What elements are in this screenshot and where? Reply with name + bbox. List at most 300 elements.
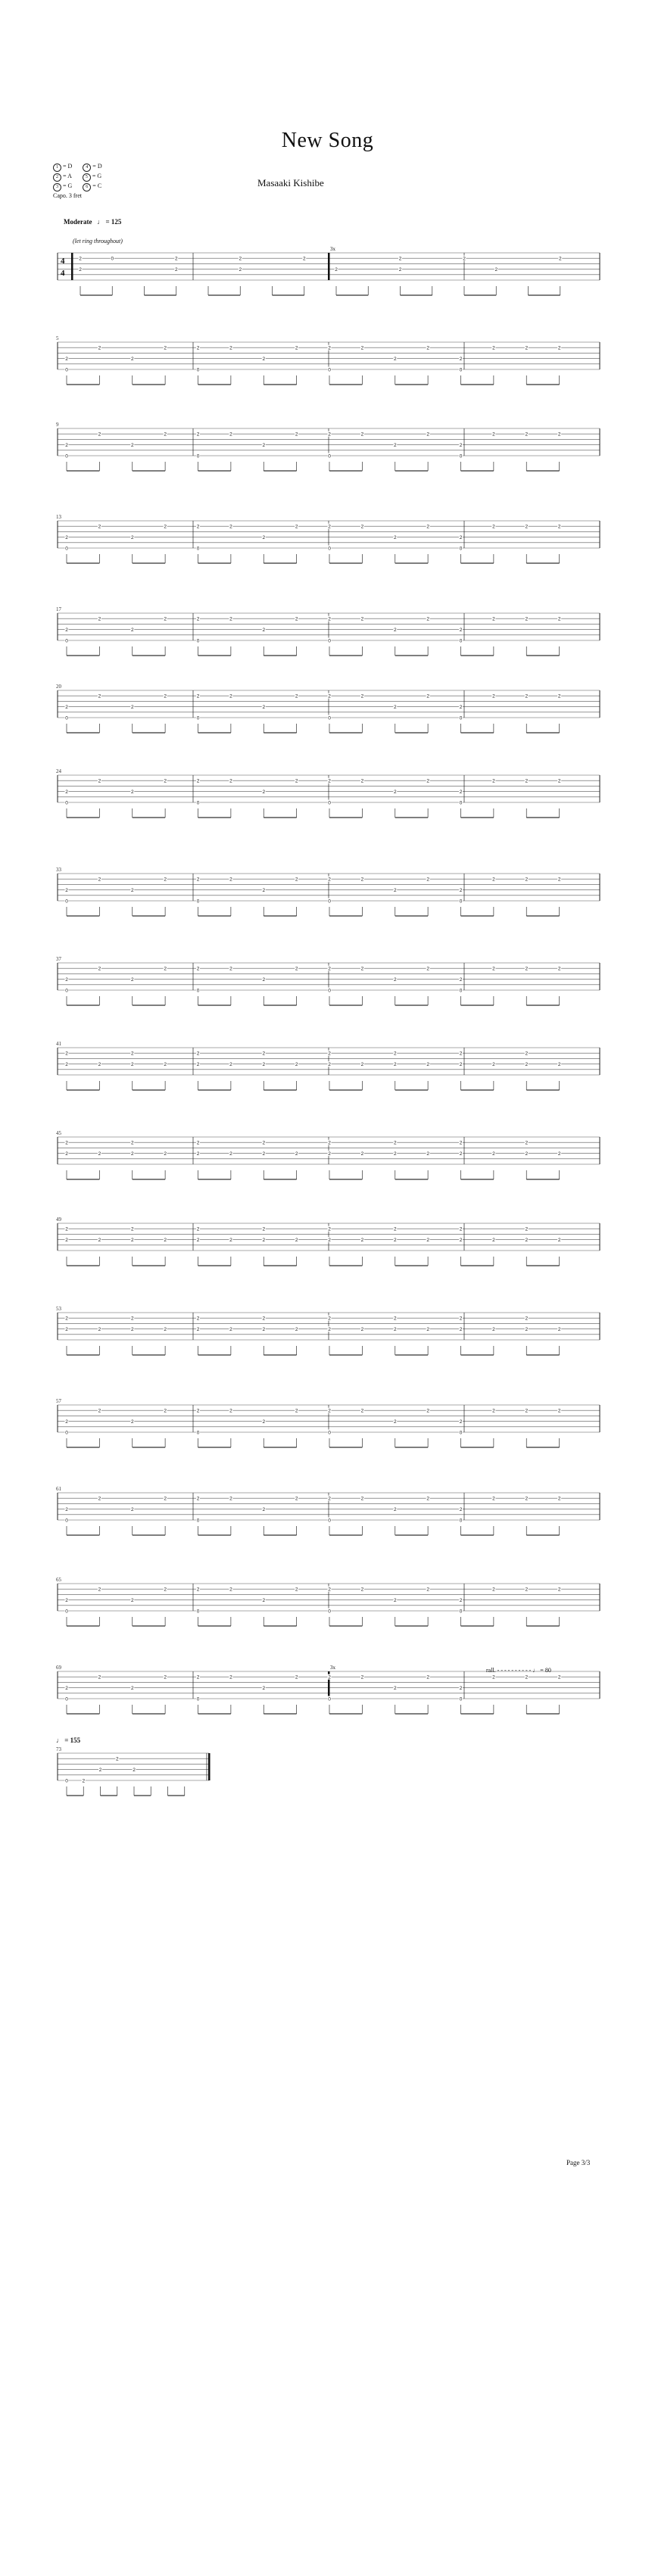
fret-number: 2 [65, 1226, 68, 1232]
fret-number: 2 [302, 256, 306, 262]
fret-number: 2 [335, 267, 338, 273]
fret-number: 2 [196, 966, 200, 972]
fret-number: 0 [459, 800, 463, 806]
fret-number: 2 [130, 1051, 134, 1057]
fret-number: 0 [65, 1518, 68, 1524]
fret-number: 2 [459, 1419, 463, 1425]
fret-number: 2 [525, 1327, 529, 1333]
fret-number: 2 [459, 628, 463, 634]
fret-number: 0 [328, 453, 331, 459]
fret-number: 2 [130, 443, 134, 449]
fret-number: 2 [164, 966, 167, 972]
tab-system-14 [0, 1394, 655, 1462]
fret-number: 2 [360, 693, 364, 699]
fret-number: 2 [65, 1686, 68, 1692]
fret-number: 2 [196, 616, 200, 622]
fret-number: 2 [557, 966, 561, 972]
fret-number: 2 [295, 693, 298, 699]
fret-number: 2 [196, 1587, 200, 1593]
fret-number: 2 [525, 778, 529, 784]
tab-system-16 [0, 1573, 655, 1641]
fret-number: 2 [525, 966, 529, 972]
fret-number: 2 [196, 1316, 200, 1322]
fret-number: 2 [557, 345, 561, 351]
time-signature-bottom: 4 [61, 269, 65, 278]
fret-number: 0 [328, 1430, 331, 1436]
fret-number: 2 [360, 1327, 364, 1333]
fret-number: 2 [196, 1140, 200, 1146]
tab-system-2 [0, 332, 655, 400]
fret-number: 2 [426, 778, 429, 784]
fret-number: 2 [98, 1151, 101, 1157]
fret-number: 2 [463, 256, 466, 262]
fret-number: 2 [360, 1151, 364, 1157]
fret-number: 0 [328, 800, 331, 806]
fret-number: 0 [328, 899, 331, 905]
fret-number: 2 [229, 431, 232, 438]
fret-number: 2 [295, 1496, 298, 1502]
fret-number: 0 [196, 715, 200, 721]
fret-number: 2 [360, 1674, 364, 1680]
fret-number: 2 [130, 705, 134, 711]
tab-system-13 [0, 1302, 655, 1370]
fret-number: 2 [65, 1507, 68, 1513]
measure-number: 33 [56, 867, 61, 873]
measure-number: 57 [56, 1398, 61, 1404]
fret-number: 2 [229, 966, 232, 972]
fret-number: 2 [196, 1226, 200, 1232]
fret-number: 2 [130, 1238, 134, 1244]
fret-number: 2 [557, 431, 561, 438]
fret-number: 2 [239, 256, 242, 262]
fret-number: 2 [328, 345, 331, 351]
fret-number: 2 [229, 524, 232, 530]
fret-number: 2 [393, 535, 397, 541]
tuning-legend [53, 162, 102, 201]
fret-number: 2 [295, 1408, 298, 1414]
repeat-end-bar [328, 253, 330, 280]
fret-number: 2 [130, 1226, 134, 1232]
fret-number: 2 [239, 267, 242, 273]
fret-number: 2 [393, 1226, 397, 1232]
fret-number: 2 [229, 877, 232, 883]
fret-number: 2 [98, 1587, 101, 1593]
fret-number: 0 [196, 546, 200, 552]
fret-number: 2 [492, 345, 495, 351]
fret-number: 2 [65, 1151, 68, 1157]
fret-number: 2 [262, 1062, 266, 1068]
measure-number: 37 [56, 956, 61, 962]
fret-number: 2 [360, 1238, 364, 1244]
fret-number: 2 [426, 966, 429, 972]
fret-number: 2 [525, 1140, 529, 1146]
fret-number: 2 [262, 1686, 266, 1692]
fret-number: 2 [98, 616, 101, 622]
tuning-string-2: 2 = A [53, 172, 72, 182]
fret-number: 2 [492, 616, 495, 622]
fret-number: 2 [295, 431, 298, 438]
fret-number: 2 [328, 1316, 331, 1322]
fret-number: 2 [130, 1316, 134, 1322]
fret-number: 2 [262, 1226, 266, 1232]
fret-number: 2 [459, 1238, 463, 1244]
fret-number: 0 [65, 800, 68, 806]
fret-number: 2 [98, 1327, 101, 1333]
fret-number: 2 [328, 1051, 331, 1057]
fret-number: 2 [164, 693, 167, 699]
fret-number: 2 [130, 357, 134, 363]
fret-number: 2 [262, 1327, 266, 1333]
fret-number: 2 [328, 1408, 331, 1414]
fret-number: 2 [525, 1408, 529, 1414]
fret-number: 2 [393, 1151, 397, 1157]
fret-number: 2 [492, 524, 495, 530]
fret-number: 2 [525, 616, 529, 622]
fret-number: 2 [98, 693, 101, 699]
measure-number: 49 [56, 1216, 61, 1223]
fret-number: 2 [393, 790, 397, 796]
fret-number: 2 [262, 1598, 266, 1604]
fret-number: 2 [262, 1140, 266, 1146]
measure-number: 69 [56, 1665, 61, 1671]
fret-number: 2 [360, 1062, 364, 1068]
fret-number: 2 [393, 888, 397, 894]
fret-number: 2 [229, 345, 232, 351]
fret-number: 2 [174, 267, 178, 273]
fret-number: 2 [557, 1587, 561, 1593]
fret-number: 2 [525, 1238, 529, 1244]
fret-number: 2 [426, 1062, 429, 1068]
fret-number: 2 [525, 431, 529, 438]
fret-number: 2 [557, 1238, 561, 1244]
fret-number: 2 [196, 1062, 200, 1068]
fret-number: 2 [196, 778, 200, 784]
fret-number: 0 [65, 1696, 68, 1702]
tab-system-4 [0, 510, 655, 578]
fret-number: 2 [65, 1598, 68, 1604]
fret-number: 2 [164, 1327, 167, 1333]
fret-number: 2 [398, 256, 402, 262]
fret-number: 2 [492, 966, 495, 972]
measure-number: 61 [56, 1486, 61, 1492]
fret-number: 2 [557, 1062, 561, 1068]
fret-number: 2 [130, 1062, 134, 1068]
fret-number: 2 [295, 778, 298, 784]
fret-number: 2 [525, 345, 529, 351]
tuning-string-6: 6 = C [83, 182, 101, 192]
fret-number: 2 [360, 1496, 364, 1502]
final-tempo-marking: ♩ = 155 [56, 1737, 81, 1744]
fret-number: 2 [295, 1238, 298, 1244]
fret-number: 0 [196, 1430, 200, 1436]
fret-number: 2 [492, 1587, 495, 1593]
composer-name: Masaaki Kishibe [257, 177, 324, 188]
fret-number: 2 [360, 778, 364, 784]
page-number: Page 3/3 [566, 2159, 591, 2166]
fret-number: 2 [295, 966, 298, 972]
fret-number: 2 [328, 877, 331, 883]
fret-number: 0 [459, 638, 463, 644]
fret-number: 2 [393, 1062, 397, 1068]
fret-number: 0 [196, 367, 200, 373]
fret-number: 2 [426, 345, 429, 351]
fret-number: 0 [196, 1518, 200, 1524]
fret-number: 2 [398, 267, 402, 273]
fret-number: 2 [229, 1674, 232, 1680]
fret-number: 2 [196, 693, 200, 699]
fret-number: 2 [558, 256, 562, 262]
fret-number: 0 [459, 367, 463, 373]
fret-number: 2 [459, 888, 463, 894]
fret-number: 2 [229, 1496, 232, 1502]
fret-number: 2 [459, 977, 463, 983]
fret-number: 2 [525, 1316, 529, 1322]
fret-number: 2 [557, 1151, 561, 1157]
fret-number: 2 [98, 1674, 101, 1680]
fret-number: 2 [459, 1686, 463, 1692]
fret-number: 2 [492, 1062, 495, 1068]
fret-number: 2 [360, 877, 364, 883]
tuning-string-5: 5 = G [83, 172, 101, 182]
fret-number: 2 [262, 790, 266, 796]
fret-number: 0 [328, 988, 331, 994]
fret-number: 2 [557, 778, 561, 784]
fret-number: 2 [295, 524, 298, 530]
fret-number: 2 [426, 1327, 429, 1333]
fret-number: 2 [164, 877, 167, 883]
measure-number: 5 [56, 335, 59, 341]
fret-number: 2 [164, 1062, 167, 1068]
fret-number: 2 [65, 1238, 68, 1244]
fret-number: 2 [328, 1140, 331, 1146]
fret-number: 2 [229, 1238, 232, 1244]
measure-number: 13 [56, 514, 61, 520]
fret-number: 2 [65, 977, 68, 983]
fret-number: 2 [196, 345, 200, 351]
fret-number: 2 [525, 524, 529, 530]
fret-number: 2 [262, 1238, 266, 1244]
measure-number: 41 [56, 1041, 61, 1047]
fret-number: 2 [65, 1316, 68, 1322]
fret-number: 2 [459, 1598, 463, 1604]
fret-number: 2 [196, 1674, 200, 1680]
tab-system-5 [0, 603, 655, 671]
fret-number: 2 [393, 357, 397, 363]
fret-number: 2 [459, 1062, 463, 1068]
fret-number: 2 [229, 1408, 232, 1414]
fret-number: 2 [65, 357, 68, 363]
fret-number: 2 [328, 1151, 331, 1157]
fret-number: 2 [426, 1408, 429, 1414]
fret-number: 2 [459, 1327, 463, 1333]
fret-number: 2 [65, 443, 68, 449]
rall-marking: rall. - - - - - - - - - - ♩ = 80 [486, 1667, 551, 1674]
fret-number: 2 [262, 977, 266, 983]
fret-number: 2 [130, 535, 134, 541]
fret-number: 2 [393, 1140, 397, 1146]
let-ring-instruction: (let ring throughout) [73, 238, 123, 245]
fret-number: 2 [295, 345, 298, 351]
fret-number: 0 [65, 1778, 68, 1784]
fret-number: 0 [328, 367, 331, 373]
fret-number: 2 [492, 1151, 495, 1157]
fret-number: 0 [65, 988, 68, 994]
fret-number: 2 [557, 1674, 561, 1680]
fret-number: 2 [164, 431, 167, 438]
fret-number: 0 [65, 715, 68, 721]
repeat-count: 3x [330, 1665, 335, 1671]
fret-number: 2 [492, 1496, 495, 1502]
fret-number: 2 [130, 790, 134, 796]
fret-number: 2 [65, 1419, 68, 1425]
measure-number: 65 [56, 1577, 61, 1583]
fret-number: 2 [98, 1238, 101, 1244]
fret-number: 2 [525, 1674, 529, 1680]
fret-number: 0 [459, 1696, 463, 1702]
fret-number: 2 [459, 1051, 463, 1057]
fret-number: 2 [164, 1151, 167, 1157]
fret-number: 2 [295, 1151, 298, 1157]
fret-number: 2 [196, 1238, 200, 1244]
fret-number: 0 [328, 546, 331, 552]
fret-number: 2 [164, 1496, 167, 1502]
fret-number: 0 [328, 1518, 331, 1524]
fret-number: 2 [393, 1419, 397, 1425]
fret-number: 0 [328, 1696, 331, 1702]
fret-number: 0 [65, 367, 68, 373]
fret-number: 2 [492, 877, 495, 883]
tab-system-12 [0, 1213, 655, 1281]
tab-system-9 [0, 952, 655, 1020]
fret-number: 2 [164, 524, 167, 530]
fret-number: 2 [196, 1327, 200, 1333]
fret-number: 2 [494, 267, 498, 273]
fret-number: 2 [525, 877, 529, 883]
tab-system-7 [0, 765, 655, 833]
fret-number: 2 [98, 524, 101, 530]
fret-number: 0 [196, 899, 200, 905]
fret-number: 2 [459, 535, 463, 541]
fret-number: 2 [557, 616, 561, 622]
fret-number: 2 [393, 705, 397, 711]
fret-number: 2 [360, 524, 364, 530]
fret-number: 2 [426, 1151, 429, 1157]
fret-number: 2 [65, 535, 68, 541]
fret-number: 2 [229, 616, 232, 622]
measure-number: 53 [56, 1306, 61, 1312]
fret-number: 2 [360, 1408, 364, 1414]
fret-number: 2 [525, 1587, 529, 1593]
fret-number: 0 [111, 256, 114, 262]
fret-number: 2 [164, 1408, 167, 1414]
fret-number: 2 [164, 1674, 167, 1680]
fret-number: 2 [262, 888, 266, 894]
fret-number: 0 [65, 1430, 68, 1436]
fret-number: 2 [525, 1151, 529, 1157]
fret-number: 2 [164, 1238, 167, 1244]
fret-number: 2 [65, 888, 68, 894]
fret-number: 0 [459, 1518, 463, 1524]
fret-number: 2 [328, 1587, 331, 1593]
fret-number: 2 [98, 966, 101, 972]
fret-number: 2 [492, 1327, 495, 1333]
fret-number: 2 [164, 616, 167, 622]
fret-number: 0 [196, 453, 200, 459]
fret-number: 2 [174, 256, 178, 262]
fret-number: 0 [196, 1609, 200, 1615]
fret-number: 2 [262, 1316, 266, 1322]
fret-number: 2 [328, 524, 331, 530]
fret-number: 2 [65, 628, 68, 634]
fret-number: 2 [328, 1496, 331, 1502]
fret-number: 2 [130, 888, 134, 894]
fret-number: 2 [164, 1587, 167, 1593]
time-signature-top: 4 [61, 257, 65, 266]
fret-number: 2 [262, 535, 266, 541]
fret-number: 2 [229, 1587, 232, 1593]
fret-number: 2 [65, 1327, 68, 1333]
fret-number: 0 [65, 1609, 68, 1615]
fret-number: 2 [360, 345, 364, 351]
fret-number: 2 [98, 431, 101, 438]
fret-number: 0 [196, 1696, 200, 1702]
fret-number: 2 [328, 966, 331, 972]
fret-number: 2 [196, 1051, 200, 1057]
fret-number: 0 [328, 715, 331, 721]
fret-number: 2 [196, 877, 200, 883]
fret-number: 2 [459, 1226, 463, 1232]
tuning-string-3: 3 = G [53, 182, 72, 192]
fret-number: 2 [393, 1316, 397, 1322]
fret-number: 2 [130, 1419, 134, 1425]
tab-system-10 [0, 1037, 655, 1105]
fret-number: 0 [65, 453, 68, 459]
fret-number: 2 [393, 1598, 397, 1604]
fret-number: 2 [65, 790, 68, 796]
fret-number: 2 [262, 1419, 266, 1425]
measure-number: 24 [56, 768, 61, 774]
measure-number: 45 [56, 1130, 61, 1136]
fret-number: 2 [426, 616, 429, 622]
tab-system-3 [0, 418, 655, 486]
fret-number: 2 [492, 431, 495, 438]
fret-number: 2 [360, 1587, 364, 1593]
fret-number: 2 [525, 1051, 529, 1057]
fret-number: 2 [164, 345, 167, 351]
fret-number: 0 [459, 988, 463, 994]
fret-number: 2 [393, 628, 397, 634]
fret-number: 2 [262, 1051, 266, 1057]
fret-number: 2 [426, 693, 429, 699]
fret-number: 0 [196, 800, 200, 806]
fret-number: 2 [557, 1327, 561, 1333]
fret-number: 2 [98, 1408, 101, 1414]
fret-number: 2 [115, 1756, 119, 1762]
fret-number: 2 [393, 443, 397, 449]
fret-number: 2 [229, 1327, 232, 1333]
repeat-start-bar [71, 253, 73, 280]
fret-number: 2 [229, 1062, 232, 1068]
fret-number: 2 [393, 1686, 397, 1692]
fret-number: 2 [459, 790, 463, 796]
fret-number: 0 [459, 1430, 463, 1436]
fret-number: 2 [196, 524, 200, 530]
fret-number: 2 [196, 1151, 200, 1157]
fret-number: 2 [295, 1062, 298, 1068]
measure-number: 20 [56, 684, 61, 690]
fret-number: 2 [295, 616, 298, 622]
final-tab-system [0, 1743, 655, 1811]
